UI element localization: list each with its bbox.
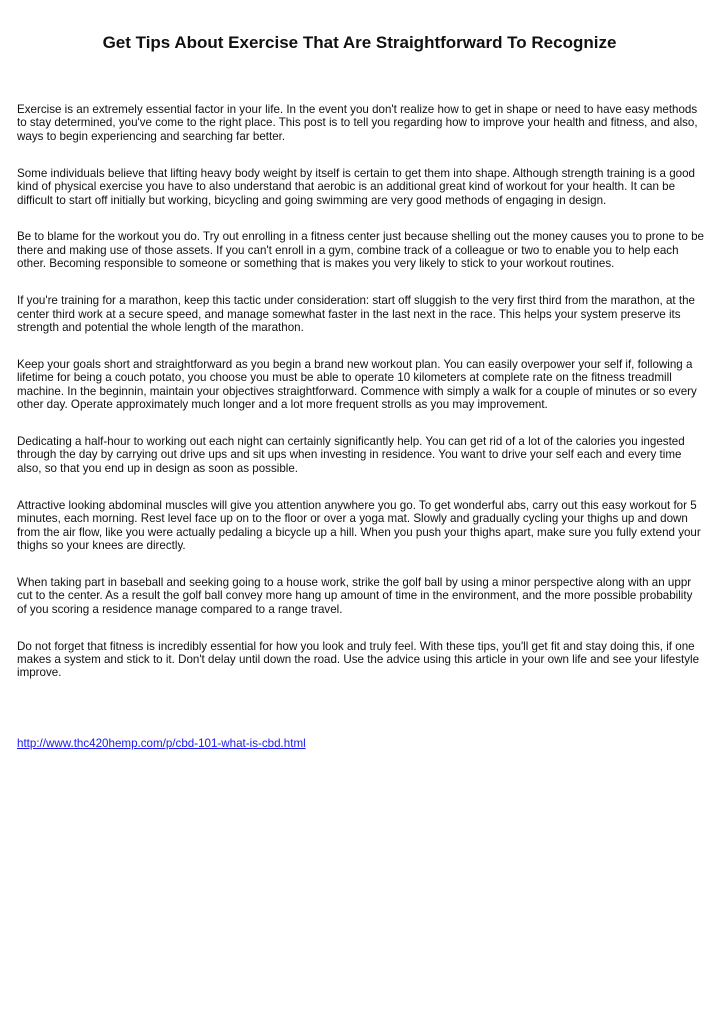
paragraph-8: When taking part in baseball and seeking going to a house work, strike the golf ball by using a minor perspective along with an uppr cut to the center. As a result the golf ball convey more hang up amount of time in the environment, and the more possible probability of you scoring a residence manage compared to a range travel. <box>17 575 693 616</box>
paragraph-7: Attractive looking abdominal muscles will give you attention anywhere you go. To get wonderful abs, carry out this easy workout for 5 minutes, each morning. Rest level face up on to the floor or over a yoga mat. Slowly and gradually cycling your thighs up and down from the air flow, like you were actually pedaling a bicycle up a hill. When you push your thighs apart, make sure you fully extend your thighs so your knees are directly. <box>17 498 701 552</box>
page-title: Get Tips About Exercise That Are Straightforward To Recognize <box>102 33 617 52</box>
paragraph-3: Be to blame for the workout you do. Try out enrolling in a fitness center just because shelling out the money causes you to prone to be there and making use of those assets. If you can't enroll in a gym, combine track of a colleague or two to enable you to help each other. Becoming responsible to someone or something that is makes you very likely to stick to your workout routines. <box>17 230 705 271</box>
paragraph-5: Keep your goals short and straightforward as you begin a brand new workout plan. You can easily overpower your self if, following a lifetime for being a couch potato, you choose you must be able to operate 10 kilometers at complete rate on the fitness treadmill machine. In the beginnin, maintain your objectives straightforward. Commence with simply a walk for a couple of minutes or so every other day. Operate approximately much longer and a lot more frequent strolls as you may improvement. <box>17 357 697 412</box>
paragraph-2: Some individuals believe that lifting heavy body weight by itself is certain to get them into shape. Although strength training is a good kind of physical exercise you have to also understand that aerobic is an additional great kind of workout for your health. It can be difficult to start off initially but working, bicycling and going swimming are very good methods of engaging in design. <box>17 166 695 207</box>
source-link[interactable]: http://www.thc420hemp.com/p/cbd-101-what-is-cbd.html <box>17 737 306 750</box>
paragraph-9: Do not forget that fitness is incredibly essential for how you look and truly feel. With these tips, you'll get fit and stay doing this, if one makes a system and stick to it. Don't delay until down the road. Use the advice using this article in your own life and see your lifestyle improve. <box>17 639 700 680</box>
paragraph-1: Exercise is an extremely essential factor in your life. In the event you don't realize how to get in shape or need to have easy methods to stay determined, you've come to the right place. This post is to tell you regarding how to improve your health and fitness, and also, ways to begin experiencing and searching far better. <box>17 103 698 143</box>
paragraph-6: Dedicating a half-hour to working out each night can certainly significantly help. You can get rid of a lot of the calories you ingested through the day by carrying out drive ups and sit ups when investing in residence. You want to drive your self each and every time also, so that you end up in design as soon as possible. <box>17 435 685 475</box>
article-body <box>17 103 705 703</box>
paragraph-4: If you're training for a marathon, keep this tactic under consideration: start off sluggish to the very first third from the marathon, at the center third work at a secure speed, and manage somewhat faster in the last next in the race. This helps your system preserve its strength and potential the whole length of the marathon. <box>17 294 695 334</box>
